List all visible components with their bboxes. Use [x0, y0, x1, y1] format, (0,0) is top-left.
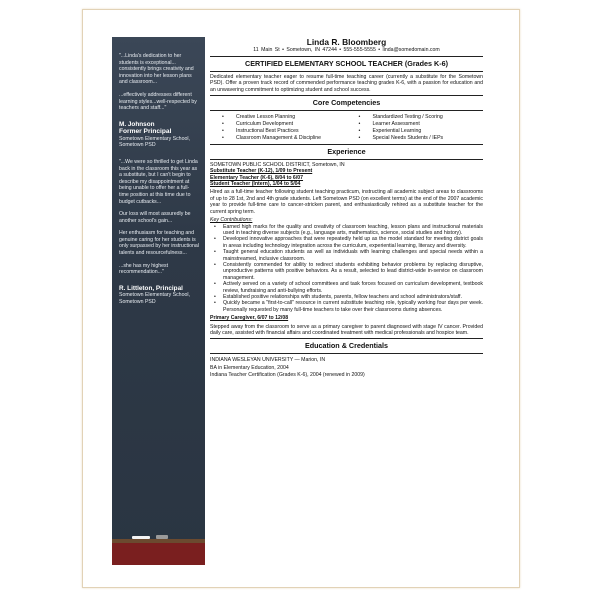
testimonial-quote: "...Linda's dedication to her students is exceptional... consistently brings creativity and innovation into her lesson plans and classroom...	[119, 53, 194, 86]
desk-edge	[112, 543, 205, 565]
divider	[210, 110, 483, 111]
divider	[210, 159, 483, 160]
competency-item: • Creative Lesson Planning	[210, 114, 347, 120]
education-line: Indiana Teacher Certification (Grades K-6), 2004 (renewed in 2009)	[210, 372, 365, 379]
contact-line: 11 Main St • Sometown, IN 47244 • 555-555-5555 • linda@somedomain.com	[253, 47, 440, 53]
contribution-item: • Actively served on a variety of school committees and task forces focused on curriculum development, textbook review, fundraising and anti-bullying efforts.	[223, 281, 483, 294]
testimonial-sidebar	[112, 37, 205, 565]
testimonial-quote: ...effectively addresses different learning styles...well-respected by teachers and staff..."	[119, 91, 197, 112]
chalkboard-ledge	[112, 527, 205, 565]
competency-item: • Instructional Best Practices	[210, 128, 347, 134]
contribution-item: • Taught general education students as well as individuals with learning challenges and special needs within a mainstreamed, inclusive classroom.	[223, 249, 483, 262]
education-list	[210, 357, 483, 378]
competency-item: • Learner Assessment	[347, 121, 484, 127]
divider	[210, 338, 483, 339]
summary: Dedicated elementary teacher eager to resume full-time teaching career (currently a substitute for the Sometown PSD). Offer a proven track record of commended performance teaching grades K-6, with a passion for education and an unwavering commitment to optimizing student and school success.	[210, 74, 483, 93]
section-heading: Experience	[327, 146, 366, 156]
job-title: Student Teacher (Intern), 1/04 to 5/04	[210, 181, 301, 188]
testimonial-quote: ...she has my highest recommendation..."	[119, 262, 169, 276]
chalk-piece	[132, 536, 150, 539]
divider	[210, 353, 483, 354]
resume-title: CERTIFIED ELEMENTARY SCHOOL TEACHER (Grades K-6)	[245, 59, 448, 68]
resume-main	[210, 37, 483, 380]
testimonial-org: Sometown Elementary School, Sometown PSD	[119, 135, 190, 149]
testimonial-org: Sometown Elementary School, Sometown PSD	[119, 292, 190, 305]
contribution-item: • Quickly became a "first-to-call" resource in current substitute teaching role, typically working four days per week. Personally requested by many full-time teachers to take over their classrooms during absences.	[223, 300, 483, 313]
competency-column	[210, 114, 347, 142]
divider	[210, 144, 483, 145]
education-line: INDIANA WESLEYAN UNIVERSITY — Marion, IN	[210, 357, 326, 364]
testimonial-role: Former Principal	[119, 128, 172, 136]
eraser	[156, 535, 168, 539]
divider	[210, 56, 483, 57]
candidate-name: Linda R. Bloomberg	[306, 37, 387, 47]
competency-list	[210, 114, 483, 142]
competency-column	[347, 114, 484, 142]
education-line: BA in Elementary Education, 2004	[210, 364, 289, 371]
testimonial-quote: Her enthusiasm for teaching and genuine caring for her students is only surpassed by her instructional talents and resourcefulness...	[119, 230, 199, 257]
section-heading: Education & Credentials	[304, 341, 389, 351]
job-description: Hired as a full-time teacher following student teaching practicum, instructing all academic subject areas to classrooms of up to 28 1st, 2nd and 4th grade students. Left Sometown PSD (on excellent terms) at the end of the 2007 academic year to provide full-time care to cancer-stricken parent, and enthusiastically rehired as a substitute teacher for the current spring term.	[210, 189, 483, 215]
competency-item: • Special Needs Students / IEPs	[347, 135, 484, 141]
contribution-item: • Established positive relationships with students, parents, fellow teachers and school administrators/staff.	[223, 294, 483, 300]
testimonial-author: R. Littleton, Principal	[119, 284, 183, 292]
testimonial-author: M. Johnson	[119, 120, 155, 128]
job-description: Stepped away from the classroom to serve as a primary caregiver to parent diagnosed with stage IV cancer. Provided daily care, assisted with financial affairs and coordinated treatment with medical professionals and hospice team.	[210, 323, 483, 336]
contribution-item: • Consistently commended for ability to redirect students exhibiting behavior problems by replacing disruptive, unproductive patterns with positive behaviors. As a result, selected to lead district-wide in-service on classroom management.	[223, 262, 483, 281]
contribution-item: • Developed innovative approaches that were repeatedly held up as the model standard for meeting district goals in areas including technology integration across the curriculum, experiential learning, literacy and diversity.	[223, 236, 483, 249]
employer: SOMETOWN PUBLIC SCHOOL DISTRICT, Sometown, IN	[210, 161, 345, 168]
competency-item: • Experiential Learning	[347, 128, 484, 134]
competency-item: • Standardized Testing / Scoring	[347, 114, 484, 120]
section-heading: Core Competencies	[312, 98, 381, 108]
competency-item: • Classroom Management & Discipline	[210, 135, 347, 141]
contribution-list	[210, 224, 483, 314]
job-title: Substitute Teacher (K-12), 1/09 to Present	[210, 168, 313, 175]
contribution-item: • Earned high marks for the quality and creativity of classroom teaching, lesson plans and instructional materials used in teaching diverse subjects (e.g., language arts, mathematics, science, social studies and history).	[223, 224, 483, 237]
job-title: Elementary Teacher (K-6), 8/04 to 6/07	[210, 174, 304, 181]
testimonial-quote: Our loss will most assuredly be another school's gain...	[119, 211, 191, 224]
divider	[210, 95, 483, 96]
job-title: Primary Caregiver, 6/07 to 12/08	[210, 315, 289, 322]
divider	[210, 71, 483, 72]
contributions-label: Key Contributions:	[210, 217, 253, 224]
testimonial-quote: "...We were so thrilled to get Linda back in the classroom this year as a substitute, but I can't begin to describe my disappointment at being unable to offer her a full-time position at this time due to budget cutbacks...	[119, 158, 198, 205]
competency-item: • Curriculum Development	[210, 121, 347, 127]
